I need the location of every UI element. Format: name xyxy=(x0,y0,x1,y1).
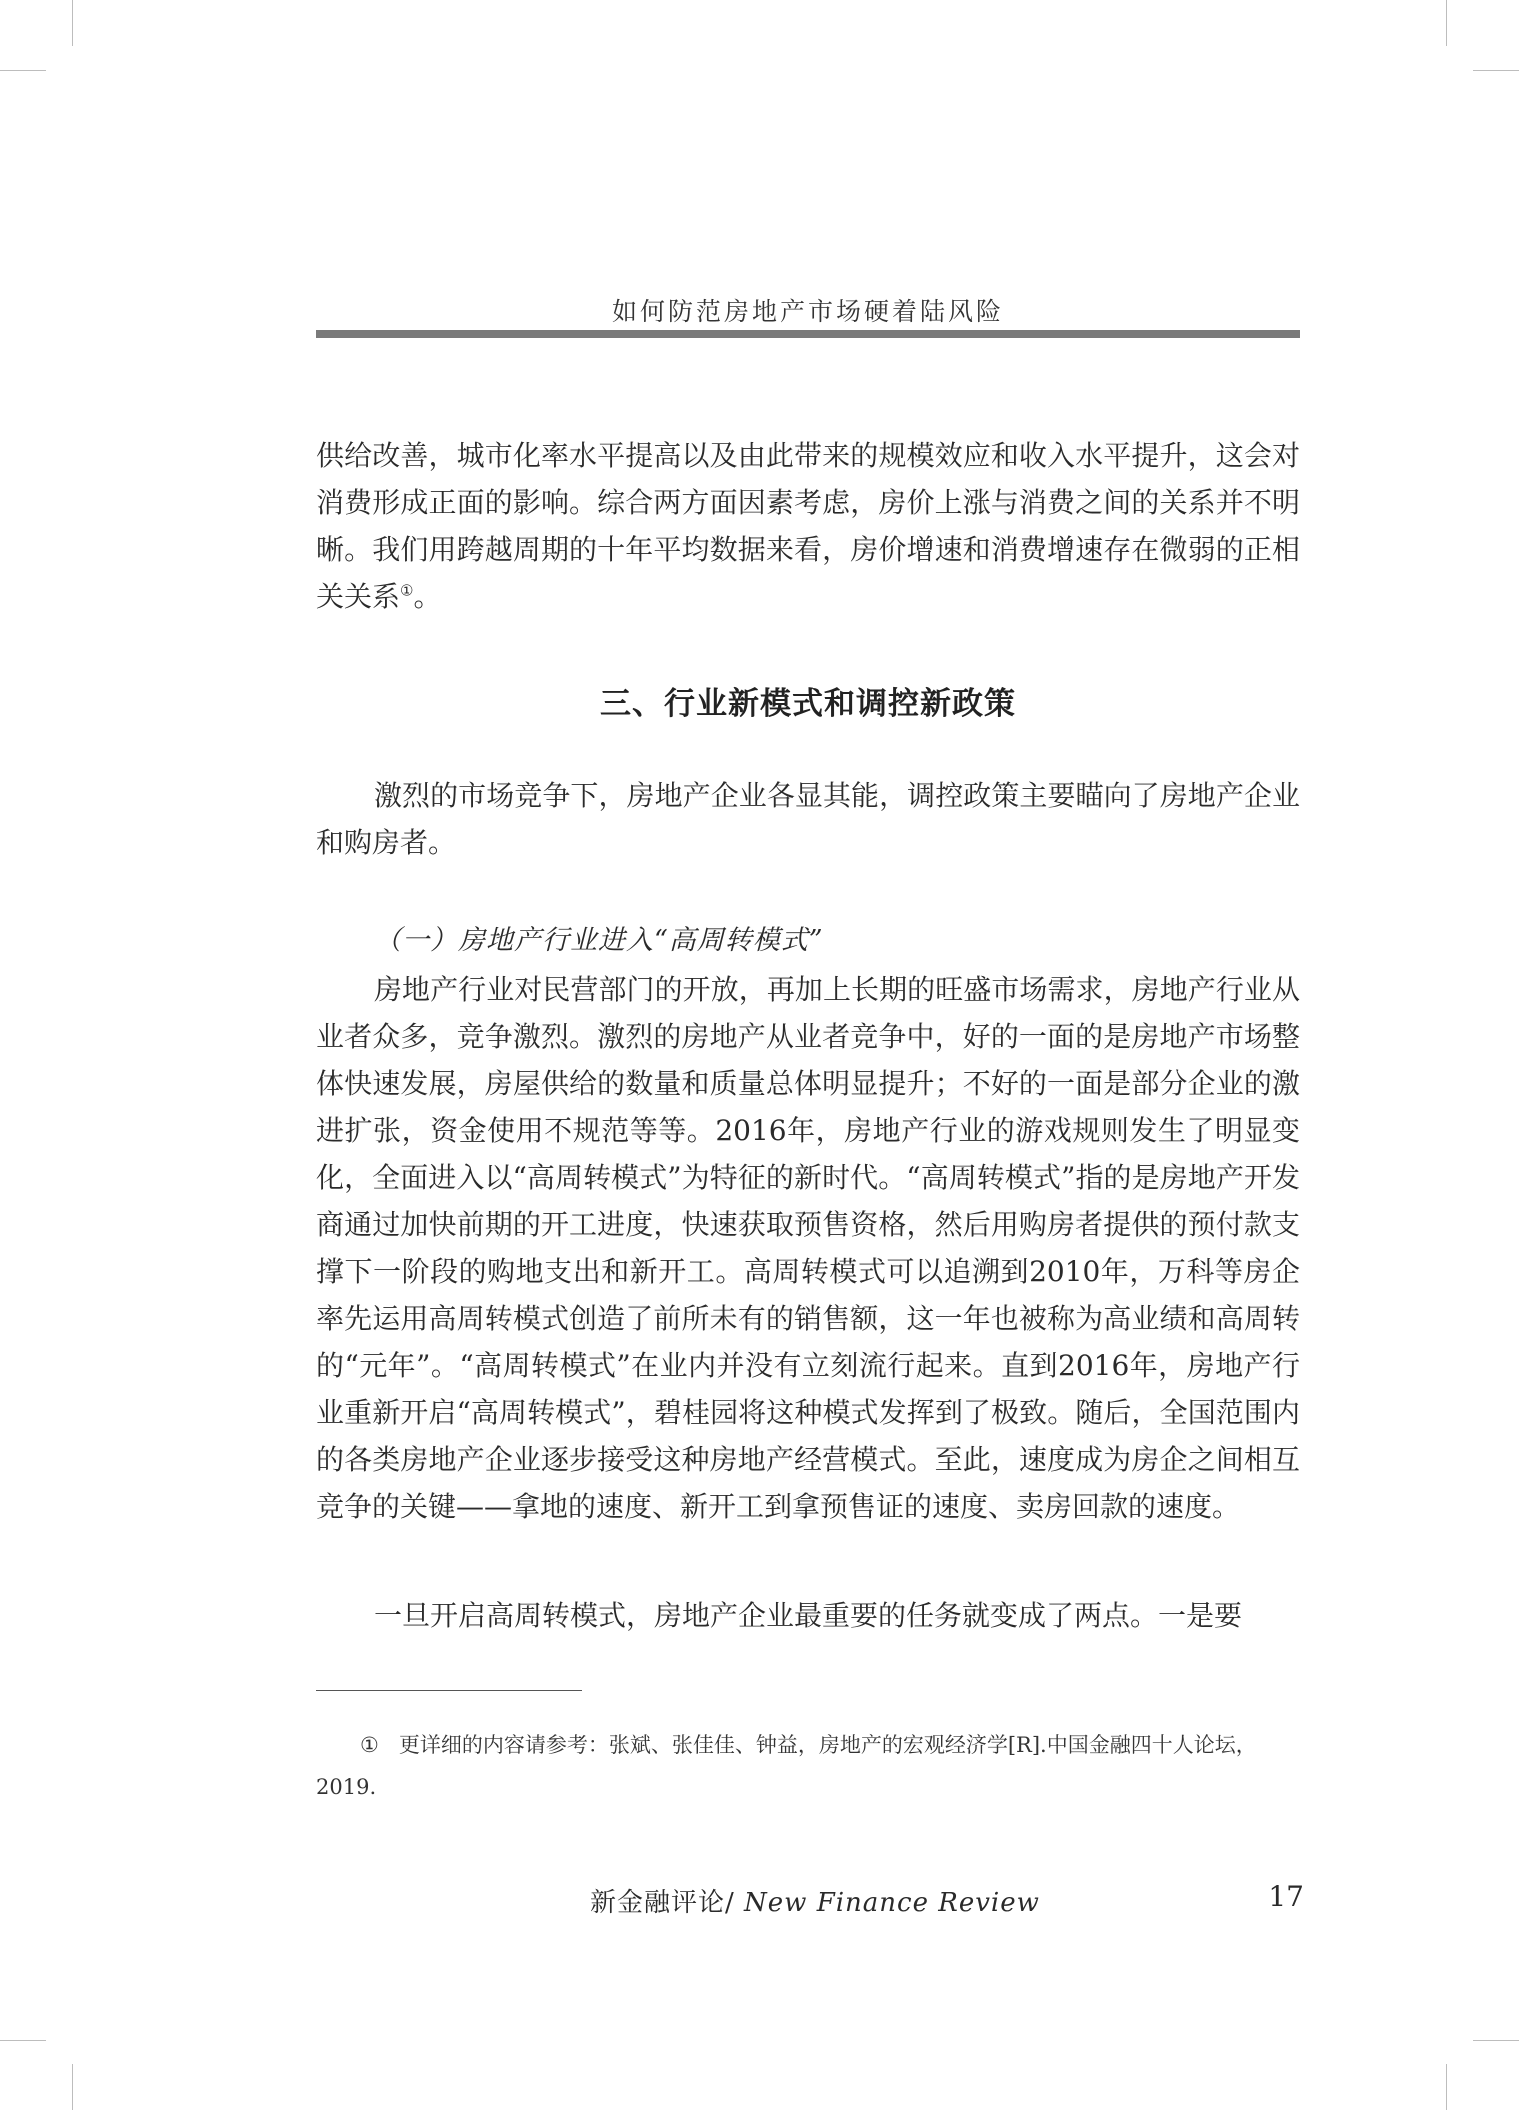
subheading: （一）房地产行业进入“高周转模式” xyxy=(374,925,824,956)
paragraph-3: 房地产行业对民营部门的开放，再加上长期的旺盛市场需求，房地产行业从业者众多，竞争激烈。激烈的房地产从业者竞争中，好的一面的是房地产市场整体快速发展，房屋供给的数量和质量总体明显提升；不好的一面是部分企业的激进扩张，资金使用不规范等等。2016年，房地产行业的游戏规则发生了明显变化，全面进入以“高周转模式”为特征的新时代。“高周转模式”指的是房地产开发商通过加快前期的开工进度，快速获取预售资格，然后用购房者提供的预付款支撑下一阶段的购地支出和新开工。高周转模式可以追溯到2010年，万科等房企率先运用高周转模式创造了前所未有的销售额，这一年也被称为高业绩和高周转的“元年”。“高周转模式”在业内并没有立刻流行起来。直到2016年，房地产行业重新开启“高周转模式”，碧桂园将这种模式发挥到了极致。随后，全国范围内的各类房地产企业逐步接受这种房地产经营模式。至此，速度成为房企之间相互竞争的关键——拿地的速度、新开工到拿预售证的速度、卖房回款的速度。 xyxy=(316,973,1300,1523)
crop-mark xyxy=(72,0,73,46)
footnote-rule xyxy=(316,1690,582,1691)
crop-mark xyxy=(0,2040,46,2041)
journal-separator: / xyxy=(725,1888,735,1918)
footnote xyxy=(316,1724,1300,1808)
crop-mark xyxy=(1446,0,1447,46)
paragraph-4: 一旦开启高周转模式，房地产企业最重要的任务就变成了两点。一是要 xyxy=(374,1599,1243,1632)
crop-mark xyxy=(1446,2064,1447,2110)
paragraph-1-text: 供给改善，城市化率水平提高以及由此带来的规模效应和收入水平提升，这会对消费形成正面的影响。综合两方面因素考虑，房价上涨与消费之间的关系并不明晰。我们用跨越周期的十年平均数据来看，房价增速和消费增速存在微弱的正相关关系 xyxy=(316,439,1300,613)
section-heading: 三、行业新模式和调控新政策 xyxy=(600,686,1016,722)
footer-journal xyxy=(590,1882,1060,1919)
header-rule xyxy=(316,330,1300,338)
crop-mark xyxy=(1473,70,1519,71)
footnote-reference[interactable]: ① xyxy=(400,581,414,600)
running-header: 如何防范房地产市场硬着陆风险 xyxy=(611,297,1004,326)
crop-mark xyxy=(0,70,46,71)
crop-mark xyxy=(1473,2040,1519,2041)
paragraph-1-end: 。 xyxy=(413,580,442,613)
paragraph-1 xyxy=(316,432,1300,620)
crop-mark xyxy=(72,2064,73,2110)
footnote-mark: ① xyxy=(360,1733,379,1757)
page-number: 17 xyxy=(1268,1880,1304,1913)
journal-name-en: New Finance Review xyxy=(744,1888,1040,1918)
journal-name-cn: 新金融评论 xyxy=(590,1888,726,1918)
footnote-text: 更详细的内容请参考：张斌、张佳佳、钟益，房地产的宏观经济学[R].中国金融四十人论坛，2019. xyxy=(316,1733,1257,1799)
paragraph-2: 激烈的市场竞争下，房地产企业各显其能，调控政策主要瞄向了房地产企业和购房者。 xyxy=(316,779,1300,859)
